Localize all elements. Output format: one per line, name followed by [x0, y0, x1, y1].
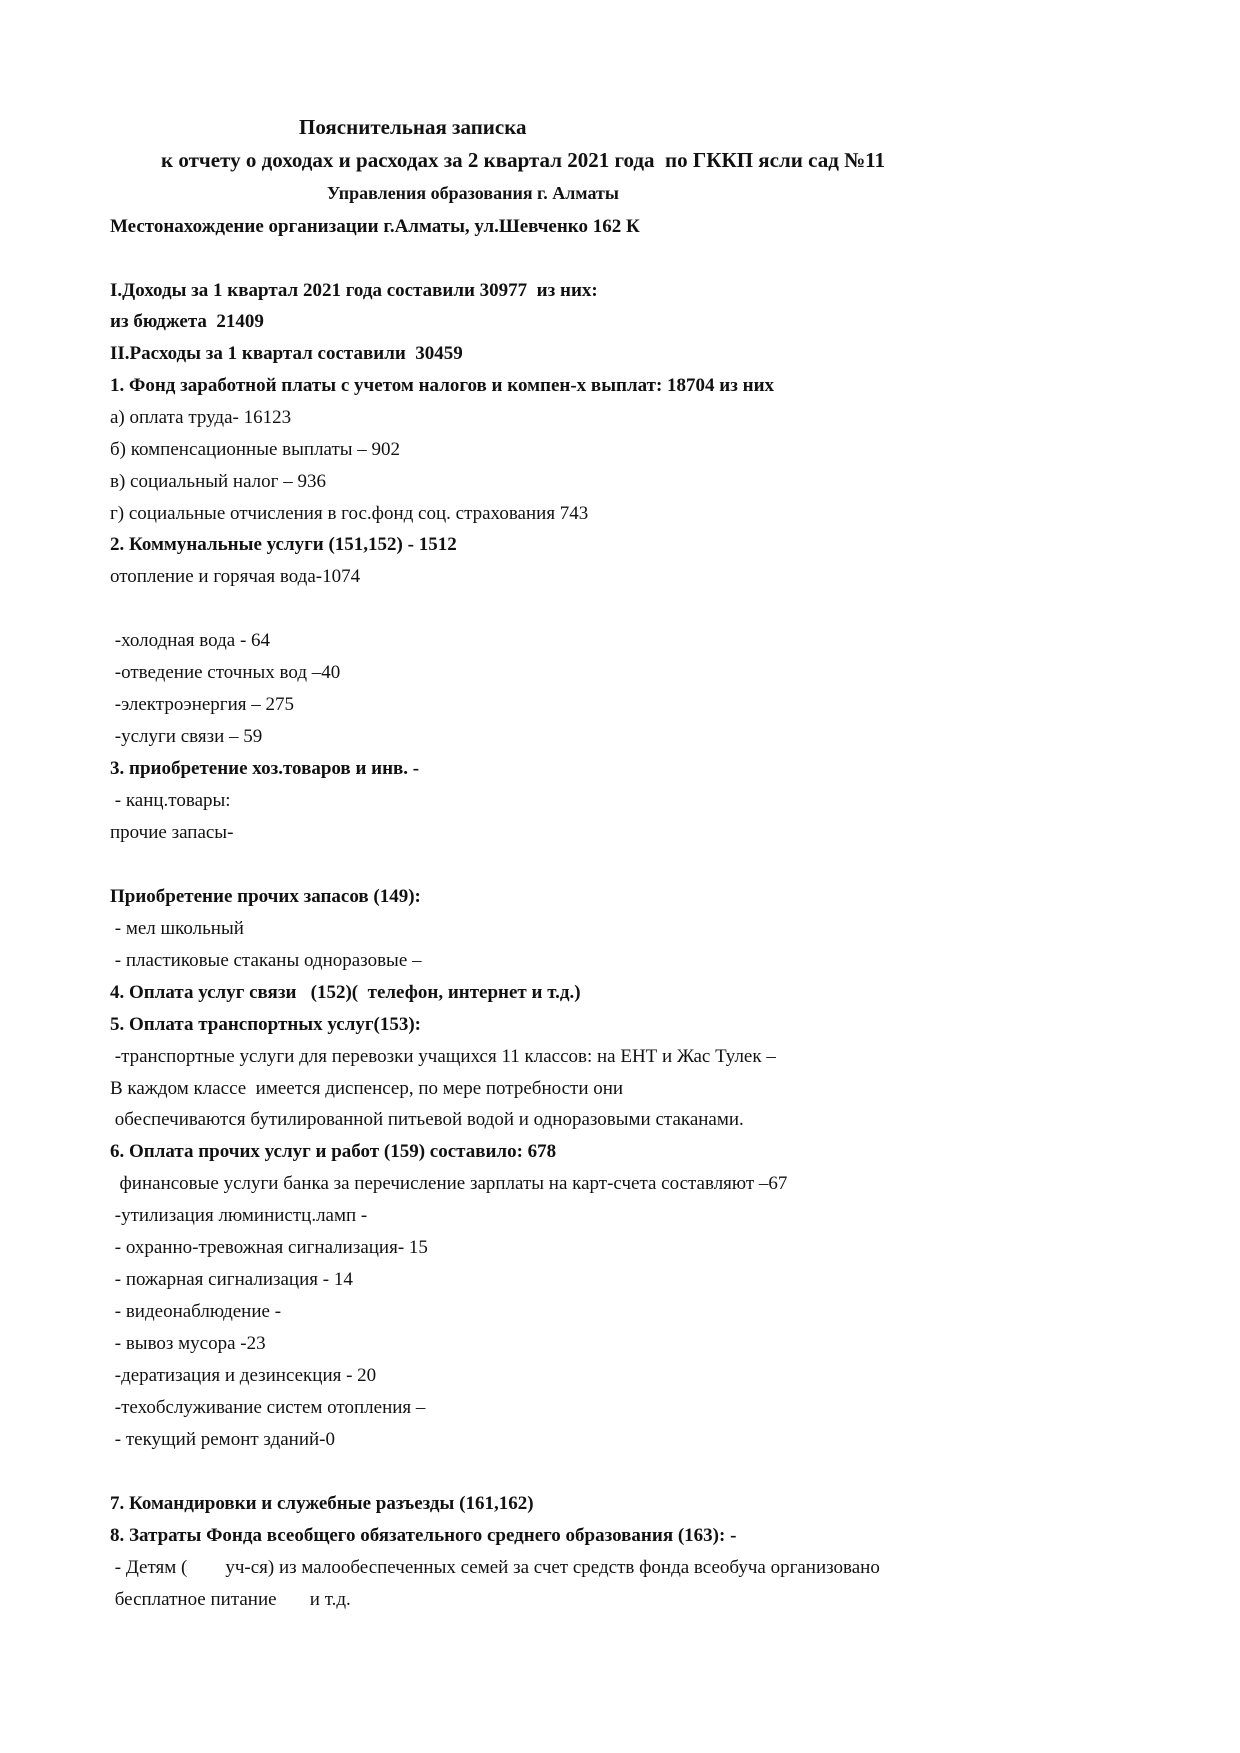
section-6-item: -утилизация люминистц.ламп -: [110, 1205, 368, 1226]
section-3-heading: 3. приобретение хоз.товаров и инв. -: [110, 758, 420, 779]
other-stock-heading: Приобретение прочих запасов (149):: [110, 886, 421, 907]
section-1-item: б) компенсационные выплаты – 902: [110, 439, 401, 460]
section-5-heading: 5. Оплата транспортных услуг(153):: [110, 1014, 421, 1035]
section-2-item: -холодная вода - 64: [110, 630, 271, 651]
section-3-item: прочие запасы-: [110, 822, 234, 843]
budget-line: из бюджета 21409: [110, 311, 264, 332]
income-line: I.Доходы за 1 квартал 2021 года составили 30977 из них:: [110, 280, 598, 301]
section-6-item: - вывоз мусора -23: [110, 1333, 266, 1354]
department-line: Управления образования г. Алматы: [327, 183, 619, 203]
section-5-item: -транспортные услуги для перевозки учащихся 11 классов: на ЕНТ и Жас Тулек –: [110, 1046, 776, 1067]
section-6-item: -дератизация и дезинсекция - 20: [110, 1365, 377, 1386]
expenses-total: II.Расходы за 1 квартал составили 30459: [110, 343, 463, 364]
section-4-heading: 4. Оплата услуг связи (152)( телефон, интернет и т.д.): [110, 982, 581, 1003]
section-1-item: в) социальный налог – 936: [110, 471, 326, 492]
location-line: Местонахождение организации г.Алматы, ул.Шевченко 162 К: [110, 216, 640, 237]
section-5-item: В каждом классе имеется диспенсер, по мере потребности они: [110, 1078, 624, 1099]
section-6-item: -техобслуживание систем отопления –: [110, 1397, 426, 1418]
section-5-item: обеспечиваются бутилированной питьевой водой и одноразовыми стаканами.: [110, 1109, 744, 1130]
section-2-item: -электроэнергия – 275: [110, 694, 295, 715]
section-8-item: бесплатное питание и т.д.: [110, 1589, 351, 1610]
section-6-heading: 6. Оплата прочих услуг и работ (159) составило: 678: [110, 1141, 557, 1162]
section-1-heading: 1. Фонд заработной платы с учетом налогов и компен-х выплат: 18704 из них: [110, 375, 775, 396]
section-3-item: - канц.товары:: [110, 790, 231, 811]
section-2-heading: 2. Коммунальные услуги (151,152) - 1512: [110, 534, 457, 555]
section-2-heating: отопление и горячая вода-1074: [110, 566, 361, 587]
section-7-heading: 7. Командировки и служебные разъезды (161,162): [110, 1493, 534, 1514]
section-1-item: а) оплата труда- 16123: [110, 407, 292, 428]
section-6-item: - пожарная сигнализация - 14: [110, 1269, 353, 1290]
other-stock-item: - пластиковые стаканы одноразовые –: [110, 950, 422, 971]
other-stock-item: - мел школьный: [110, 918, 244, 939]
section-8-heading: 8. Затраты Фонда всеобщего обязательного среднего образования (163): -: [110, 1525, 737, 1546]
section-6-item: - видеонаблюдение -: [110, 1301, 282, 1322]
section-6-item: - текущий ремонт зданий-0: [110, 1429, 336, 1450]
document-title: Пояснительная записка: [299, 115, 527, 139]
section-2-item: -услуги связи – 59: [110, 726, 263, 747]
section-1-item: г) социальные отчисления в гос.фонд соц. страхования 743: [110, 503, 589, 524]
document-subtitle: к отчету о доходах и расходах за 2 квартал 2021 года по ГККП ясли сад №11: [161, 148, 886, 172]
section-6-item: - охранно-тревожная сигнализация- 15: [110, 1237, 428, 1258]
section-8-item: - Детям ( уч-ся) из малообеспеченных семей за счет средств фонда всеобуча организовано: [110, 1557, 880, 1578]
section-2-item: -отведение сточных вод –40: [110, 662, 341, 683]
section-6-item: финансовые услуги банка за перечисление зарплаты на карт-счета составляют –67: [110, 1173, 788, 1194]
